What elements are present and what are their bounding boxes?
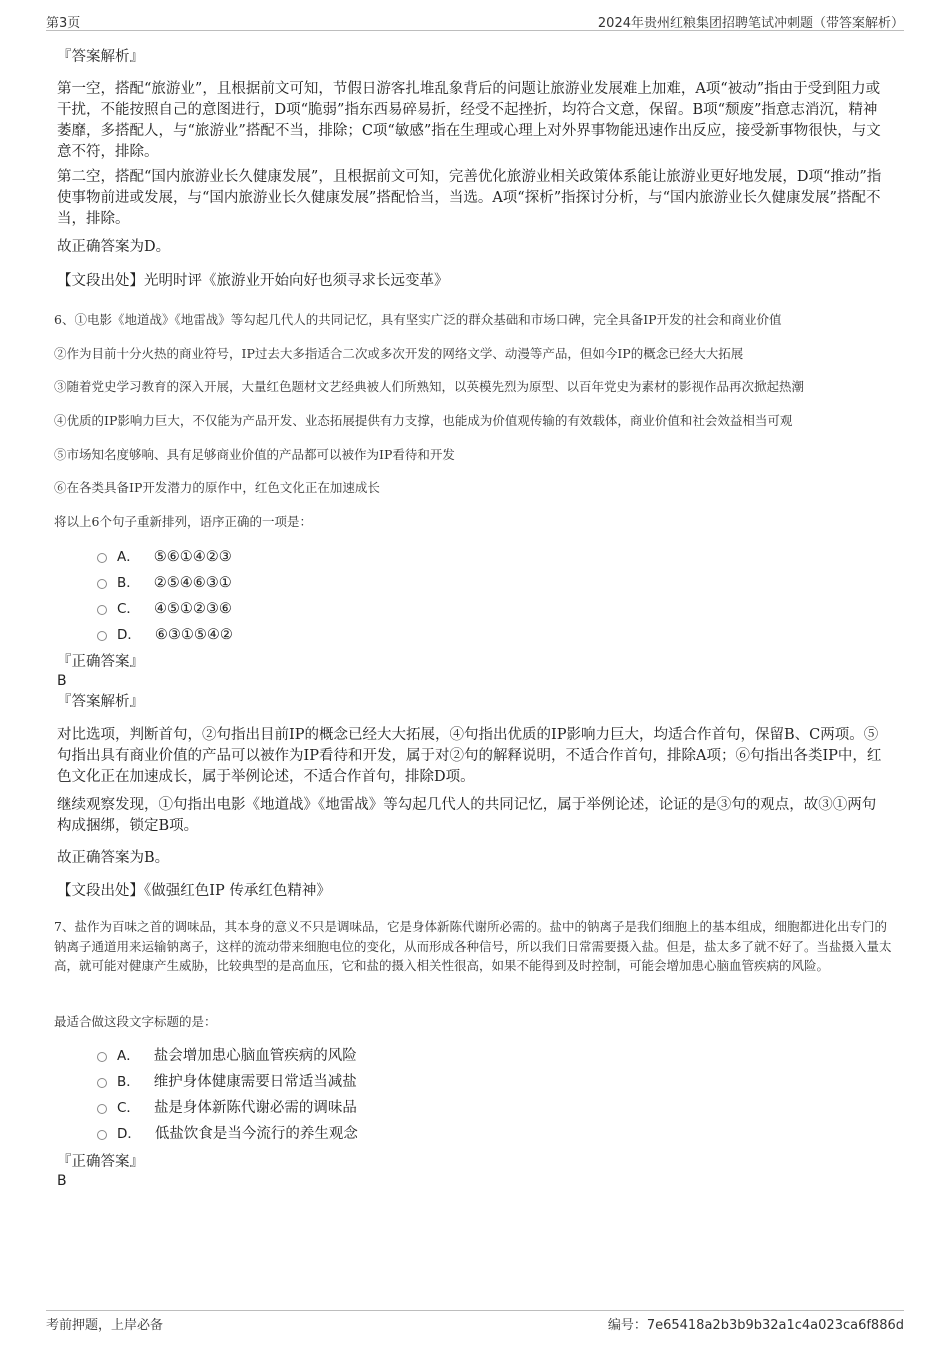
q6-analysis-para1: 对比选项，判断首句，②句指出目前IP的概念已经大大拓展，④句指出优质的IP影响力巨大，均适合作首句，保留B、C两项。⑤句指出具有商业价值的产品可以被作为IP看待和开发，属于对②句的解释说明，不适合作首句，排除A项；⑥句指出各类IP中，红色文化正在加速成长，属于举例论述，不适合作首句，排除D项。 bbox=[57, 727, 882, 785]
q6-answer: B bbox=[57, 673, 67, 689]
q5-source: 【文段出处】光明时评《旅游业开始向好也须寻求长远变革》 bbox=[57, 273, 449, 289]
q6-answer-label: 『正确答案』 bbox=[57, 654, 144, 670]
radio-icon[interactable] bbox=[97, 1052, 107, 1062]
q6-analysis-label: 『答案解析』 bbox=[57, 694, 144, 710]
q6-option-d[interactable]: D． ⑥③①⑤④② bbox=[97, 625, 233, 645]
q6-option-a[interactable]: A． ⑤⑥①④②③ bbox=[97, 547, 232, 567]
q6-prompt: 将以上6个句子重新排列，语序正确的一项是： bbox=[54, 514, 312, 529]
document-code: 编号：7e65418a2b3b9b32a1c4a023ca6f886d bbox=[607, 1318, 904, 1333]
q7-answer: B bbox=[57, 1173, 67, 1189]
q5-analysis-label: 『答案解析』 bbox=[57, 49, 144, 65]
q6-source: 【文段出处】《做强红色IP 传承红色精神》 bbox=[57, 883, 331, 899]
q6-option-b[interactable]: B． ②⑤④⑥③① bbox=[97, 573, 232, 593]
q7-answer-label: 『正确答案』 bbox=[57, 1154, 144, 1170]
radio-icon[interactable] bbox=[97, 605, 107, 615]
q5-conclusion: 故正确答案为D。 bbox=[57, 239, 171, 255]
q5-analysis-para1: 第一空，搭配“旅游业”，且根据前文可知，节假日游客扎堆乱象背后的问题让旅游业发展难上加难，A项“被动”指由于受到阻力或干扰，不能按照自己的意图进行，D项“脆弱”指东西易碎易折，经受不起挫折，均符合文意，保留。B项“颓废”指意志消沉，精神萎靡，多搭配人，与“旅游业”搭配不当，排除；C项“敏感”指在生理或心理上对外界事物能迅速作出反应，接受新事物很快，与文意不符，排除。 bbox=[57, 81, 881, 160]
radio-icon[interactable] bbox=[97, 553, 107, 563]
q7-option-b[interactable]: B． 维护身体健康需要日常适当减盐 bbox=[97, 1072, 357, 1092]
q7-prompt: 最适合做这段文字标题的是： bbox=[54, 1014, 217, 1029]
q7-option-a[interactable]: A． 盐会增加患心脑血管疾病的风险 bbox=[97, 1046, 357, 1066]
q6-sentence-5: ⑤市场知名度够响、具有足够商业价值的产品都可以被作为IP看待和开发 bbox=[54, 447, 455, 462]
q6-analysis-para2: 继续观察发现，①句指出电影《地道战》《地雷战》等勾起几代人的共同记忆，属于举例论述，论证的是③句的观点，故③①两句构成捆绑，锁定B项。 bbox=[57, 797, 877, 834]
page-header bbox=[46, 10, 904, 31]
q6-sentence-1: 6、①电影《地道战》《地雷战》等勾起几代人的共同记忆，具有坚实广泛的群众基础和市场口碑，完全具备IP开发的社会和商业价值 bbox=[54, 312, 782, 327]
radio-icon[interactable] bbox=[97, 631, 107, 641]
q6-sentence-2: ②作为目前十分火热的商业符号，IP过去大多指适合二次或多次开发的网络文学、动漫等产品，但如今IP的概念已经大大拓展 bbox=[54, 346, 744, 361]
q6-conclusion: 故正确答案为B。 bbox=[57, 850, 170, 866]
radio-icon[interactable] bbox=[97, 1104, 107, 1114]
q5-analysis-para2: 第二空，搭配“国内旅游业长久健康发展”，且根据前文可知，完善优化旅游业相关政策体系能让旅游业更好地发展，D项“推动”指使事物前进或发展，与“国内旅游业长久健康发展”搭配恰当，当选。A项“探析”指探讨分析，与“国内旅游业长久健康发展”搭配不当，排除。 bbox=[57, 169, 882, 227]
page-number: 第3页 bbox=[46, 16, 81, 31]
q7-stem: 7、盐作为百味之首的调味品，其本身的意义不只是调味品，它是身体新陈代谢所必需的。盐中的钠离子是我们细胞上的基本组成，细胞都进化出专门的钠离子通道用来运输钠离子，这样的流动带来细胞电位的变化，从而形成各种信号，所以我们日常需要摄入盐。但是，盐太多了就不好了。当盐摄入量太高，就可能对健康产生威胁，比较典型的是高血压，它和盐的摄入相关性很高，如果不能得到及时控制，可能会增加患心脑血管疾病的风险。 bbox=[54, 919, 892, 973]
footer-slogan: 考前押题，上岸必备 bbox=[46, 1318, 164, 1333]
radio-icon[interactable] bbox=[97, 1130, 107, 1140]
page-footer bbox=[46, 1310, 904, 1333]
q6-sentence-3: ③随着党史学习教育的深入开展，大量红色题材文艺经典被人们所熟知，以英模先烈为原型、以百年党史为素材的影视作品再次掀起热潮 bbox=[54, 379, 805, 394]
q6-option-c[interactable]: C． ④⑤①②③⑥ bbox=[97, 599, 232, 619]
q6-sentence-6: ⑥在各类具备IP开发潜力的原作中，红色文化正在加速成长 bbox=[54, 480, 380, 495]
radio-icon[interactable] bbox=[97, 579, 107, 589]
q7-option-d[interactable]: D． 低盐饮食是当今流行的养生观念 bbox=[97, 1124, 358, 1144]
q7-option-c[interactable]: C． 盐是身体新陈代谢必需的调味品 bbox=[97, 1098, 357, 1118]
q6-sentence-4: ④优质的IP影响力巨大，不仅能为产品开发、业态拓展提供有力支撑，也能成为价值观传输的有效载体，商业价值和社会效益相当可观 bbox=[54, 413, 793, 428]
radio-icon[interactable] bbox=[97, 1078, 107, 1088]
document-title: 2024年贵州红粮集团招聘笔试冲刺题（带答案解析） bbox=[597, 16, 904, 31]
